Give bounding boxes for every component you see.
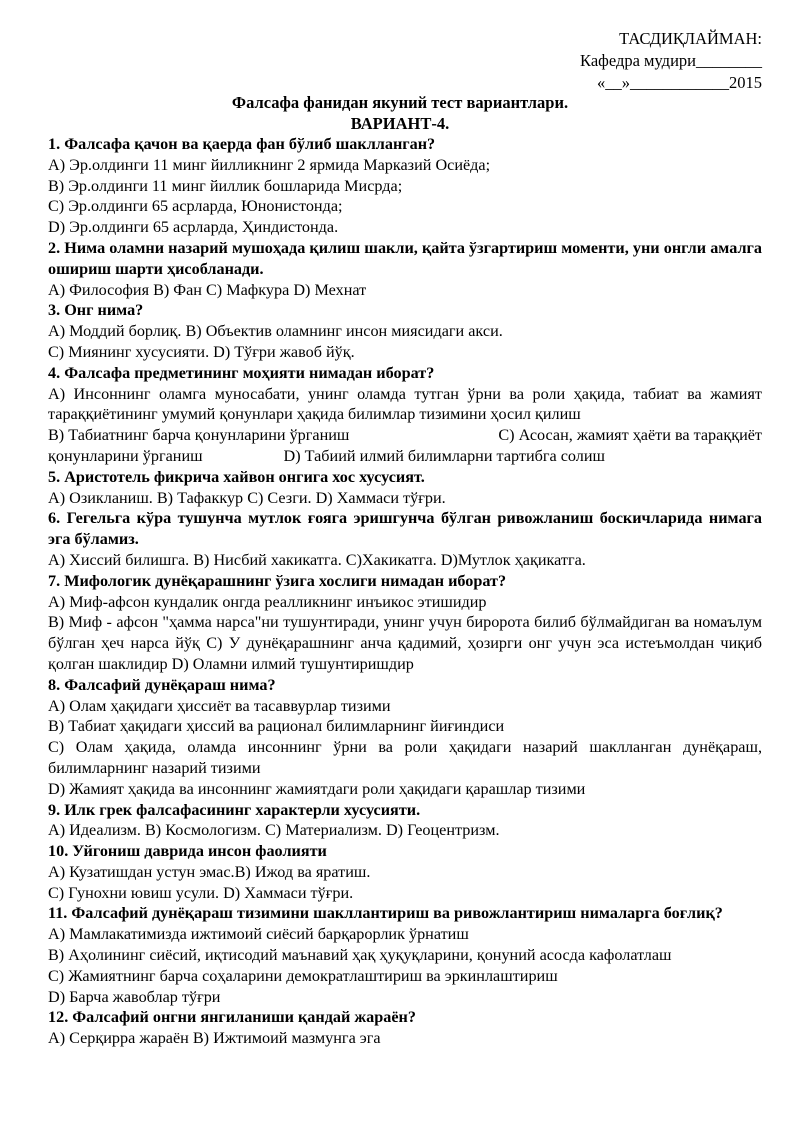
answer-option: B) Табиат ҳақидаги ҳиссий ва рационал билимларнинг йиғиндиси	[48, 717, 505, 736]
questions-list	[48, 134, 762, 1049]
answer-option: A) Эр.олдинги 11 минг йилликнинг 2 ярмида Марказий Осиёда;	[48, 155, 491, 174]
approval-block	[580, 28, 762, 94]
title-block	[0, 92, 800, 134]
answer-option: B) Эр.олдинги 11 минг йиллик бошларида Мисрда;	[48, 176, 403, 195]
answer-option: D) Барча жавоблар тўғри	[48, 987, 221, 1006]
question-4: 4. Фалсафа предметининг моҳияти нимадан иборат?	[48, 363, 435, 382]
answer-option: C) Асосан, жамият ҳаёти ва тараққиёт	[498, 426, 762, 445]
answer-option: A) Инсоннинг оламга муносабати, унинг оламда тутган ўрни ва роли ҳақида, табиат ва жамият тараққиётининг умумий қонунлари ҳақида билимлар тизимини ҳосил қилиш	[48, 384, 762, 424]
answer-option: D) Жамият ҳақида ва инсоннинг жамиятдаги роли ҳақидаги қарашлар тизими	[48, 779, 586, 798]
question-3: 3. Онг нима?	[48, 301, 144, 320]
variant-title: ВАРИАНТ-4.	[350, 114, 450, 133]
answer-option: A) Моддий борлиқ. B) Объектив оламнинг инсон миясидаги акси.	[48, 322, 503, 341]
question-1: 1. Фалсафа қачон ва қаерда фан бўлиб шаклланган?	[48, 135, 436, 153]
chair-signature-line: Кафедра мудири________	[580, 51, 762, 70]
question-7: 7. Мифологик дунёқарашнинг ўзига хослиги нимадан иборат?	[48, 571, 507, 590]
answer-option: C) Олам ҳақида, оламда инсоннинг ўрни ва роли ҳақидаги назарий шаклланган дунёқараш, билимларнинг назарий тизими	[48, 738, 762, 777]
answer-option: қонунларини ўрганиш D) Табиий илмий билимларни тартибга солиш	[48, 446, 605, 465]
answer-option: B) Аҳолининг сиёсий, иқтисодий маънавий ҳақ ҳуқуқларини, қонуний асосда кафолатлаш	[48, 946, 672, 965]
question-9: 9. Илк грек фалсафасининг характерли хусусияти.	[48, 800, 421, 819]
answer-option: A) Миф-афсон кундалик онгда реалликнинг инъикос этишидир	[48, 592, 487, 611]
answer-option: C) Жамиятнинг барча соҳаларини демократлаштириш ва эркинлаштириш	[48, 966, 558, 985]
answer-option: A) Кузатишдан устун эмас.B) Ижод ва яратиш.	[48, 862, 371, 881]
question-8: 8. Фалсафий дунёқараш нима?	[48, 675, 276, 694]
document-title: Фалсафа фанидан якуний тест вариантлари.	[231, 93, 569, 112]
answer-option: A) Озикланиш. B) Тафаккур C) Сезги. D) Хаммаси тўғри.	[48, 488, 446, 507]
question-12: 12. Фалсафий онгни янгиланиши қандай жараён?	[48, 1008, 416, 1027]
answer-option: A) Серқирра жараён B) Ижтимоий мазмунга эга	[48, 1029, 381, 1048]
answer-option: D) Эр.олдинги 65 асрларда, Ҳиндистонда.	[48, 218, 339, 237]
answer-option: A) Философия B) Фан C) Мафкура D) Мехнат	[48, 280, 367, 299]
question-2: 2. Нима оламни назарий мушоҳада қилиш шакли, қайта ўзгартириш моменти, уни онгли амалга ошириш шарти ҳисобланади.	[48, 238, 762, 278]
question-6: 6. Гегельга кўра тушунча мутлок ғояга эришгунча бўлган ривожланиш боскичларида нимага эга бўламиз.	[48, 509, 762, 549]
answer-option-row	[48, 425, 762, 446]
answer-option: C) Эр.олдинги 65 асрларда, Юнонистонда;	[48, 197, 343, 216]
answer-option: C) Гунохни ювиш усули. D) Хаммаси тўғри.	[48, 883, 354, 902]
answer-option: B) Табиатнинг барча қонунларини ўрганиш	[48, 426, 350, 445]
answer-option: A) Идеализм. B) Космологизм. C) Материализм. D) Геоцентризм.	[48, 821, 500, 840]
answer-option: B) Миф - афсон "ҳамма нарса"ни тушунтиради, унинг учун биророта билиб бўлмайдиган ва номаълум бўлган ҳеч нарса йўқ C) У дунёқарашнинг анча қадимий, ҳозирги онг учун эса истеъмолдан чиқиб қолган шаклидир D) Оламни илмий тушунтиришдир	[48, 613, 762, 673]
question-5: 5. Аристотель фикрича хайвон онгига хос хусусият.	[48, 467, 425, 486]
answer-option: A) Хиссий билишга. B) Нисбий хакикатга. C)Хакикатга. D)Мутлок ҳақикатга.	[48, 550, 586, 569]
date-line: «__»____________2015	[597, 73, 762, 92]
question-10: 10. Уйгониш даврида инсон фаолияти	[48, 842, 327, 861]
approval-title: ТАСДИҚЛАЙМАН:	[619, 29, 762, 48]
question-11: 11. Фалсафий дунёқараш тизимини шакллантириш ва ривожлантириш нималарга боғлиқ?	[48, 904, 723, 923]
answer-option: A) Мамлакатимизда ижтимоий сиёсий барқарорлик ўрнатиш	[48, 925, 469, 944]
answer-option: C) Миянинг хусусияти. D) Тўғри жавоб йўқ.	[48, 342, 355, 361]
answer-option: A) Олам ҳақидаги ҳиссиёт ва тасаввурлар тизими	[48, 696, 391, 715]
